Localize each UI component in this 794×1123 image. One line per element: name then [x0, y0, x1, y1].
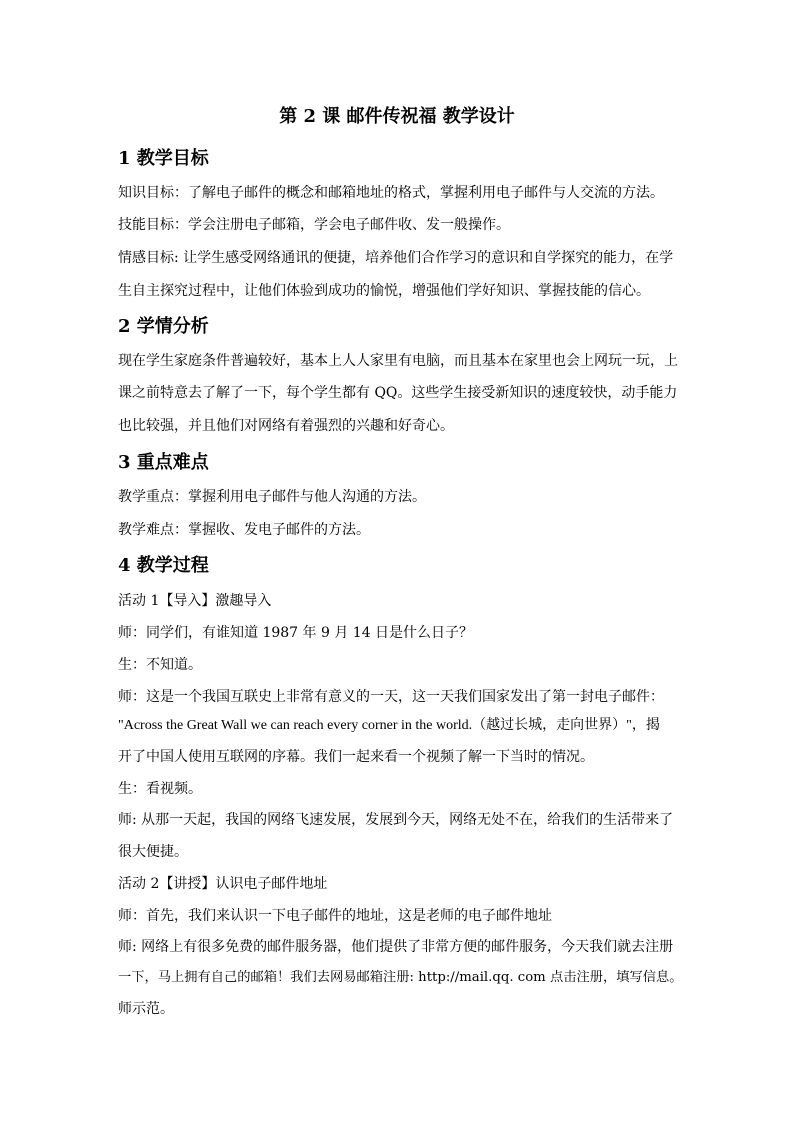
paragraph-line: 教学难点：掌握收、发电子邮件的方法。 — [118, 522, 370, 538]
paragraph-line: 课之前特意去了解了一下，每个学生都有 QQ。这些学生接受新知识的速度较快，动手能力 — [118, 385, 678, 401]
paragraph-line: 师：这是一个我国互联史上非常有意义的一天，这一天我们国家发出了第一封电子邮件： — [118, 689, 664, 705]
paragraph-line: 师: 网络上有很多免费的邮件服务器，他们提供了非常方便的邮件服务，今天我们就去注册 — [118, 939, 674, 955]
paragraph-line: 生：不知道。 — [118, 657, 202, 673]
paragraph-line: "Across the Great Wall we can reach every corner in the world.（越过长城，走向世界）"，揭 — [118, 718, 660, 733]
paragraph-line: 很大便捷。 — [118, 844, 188, 860]
activity-label: 活动 1【导入】激趣导入 — [118, 593, 272, 609]
paragraph-line: 现在学生家庭条件普遍较好，基本上人人家里有电脑，而且基本在家里也会上网玩一玩，上 — [118, 353, 678, 369]
paragraph-line: 也比较强，并且他们对网络有着强烈的兴趣和好奇心。 — [118, 418, 454, 434]
paragraph-line: 一下，马上拥有自己的邮箱！我们去网易邮箱注册: http://mail.qq. com 点击注册，填写信息。 — [118, 970, 683, 985]
paragraph-line: 生自主探究过程中，让他们体验到成功的愉悦，增强他们学好知识、掌握技能的信心。 — [118, 283, 650, 299]
paragraph-line: 教学重点：掌握利用电子邮件与他人沟通的方法。 — [118, 489, 426, 505]
section-heading-process: 4 教学过程 — [118, 555, 209, 576]
paragraph-line: 生：看视频。 — [118, 781, 202, 797]
paragraph-line: 师示范。 — [118, 1001, 174, 1017]
paragraph-line: 师: 从那一天起，我国的网络飞速发展，发展到今天，网络无处不在，给我们的生活带来了 — [118, 812, 674, 828]
paragraph-line: 师：同学们，有谁知道 1987 年 9 月 14 日是什么日子？ — [118, 625, 474, 641]
section-heading-objectives: 1 教学目标 — [118, 148, 209, 169]
paragraph-line: 情感目标: 让学生感受网络通讯的便捷，培养他们合作学习的意识和自学探究的能力，在学 — [118, 250, 674, 266]
section-heading-analysis: 2 学情分析 — [118, 316, 209, 337]
section-heading-key-points: 3 重点难点 — [118, 452, 209, 473]
paragraph-line: 开了中国人使用互联网的序幕。我们一起来看一个视频了解一下当时的情况。 — [118, 749, 594, 765]
document-title: 第 2 课 邮件传祝福 教学设计 — [279, 106, 515, 127]
paragraph-line: 师：首先，我们来认识一下电子邮件的地址，这是老师的电子邮件地址 — [118, 908, 552, 924]
activity-label: 活动 2【讲授】认识电子邮件地址 — [118, 876, 328, 892]
paragraph-line: 技能目标：学会注册电子邮箱，学会电子邮件收、发一般操作。 — [118, 217, 510, 233]
paragraph-line: 知识目标：了解电子邮件的概念和邮箱地址的格式，掌握利用电子邮件与人交流的方法。 — [118, 185, 664, 201]
